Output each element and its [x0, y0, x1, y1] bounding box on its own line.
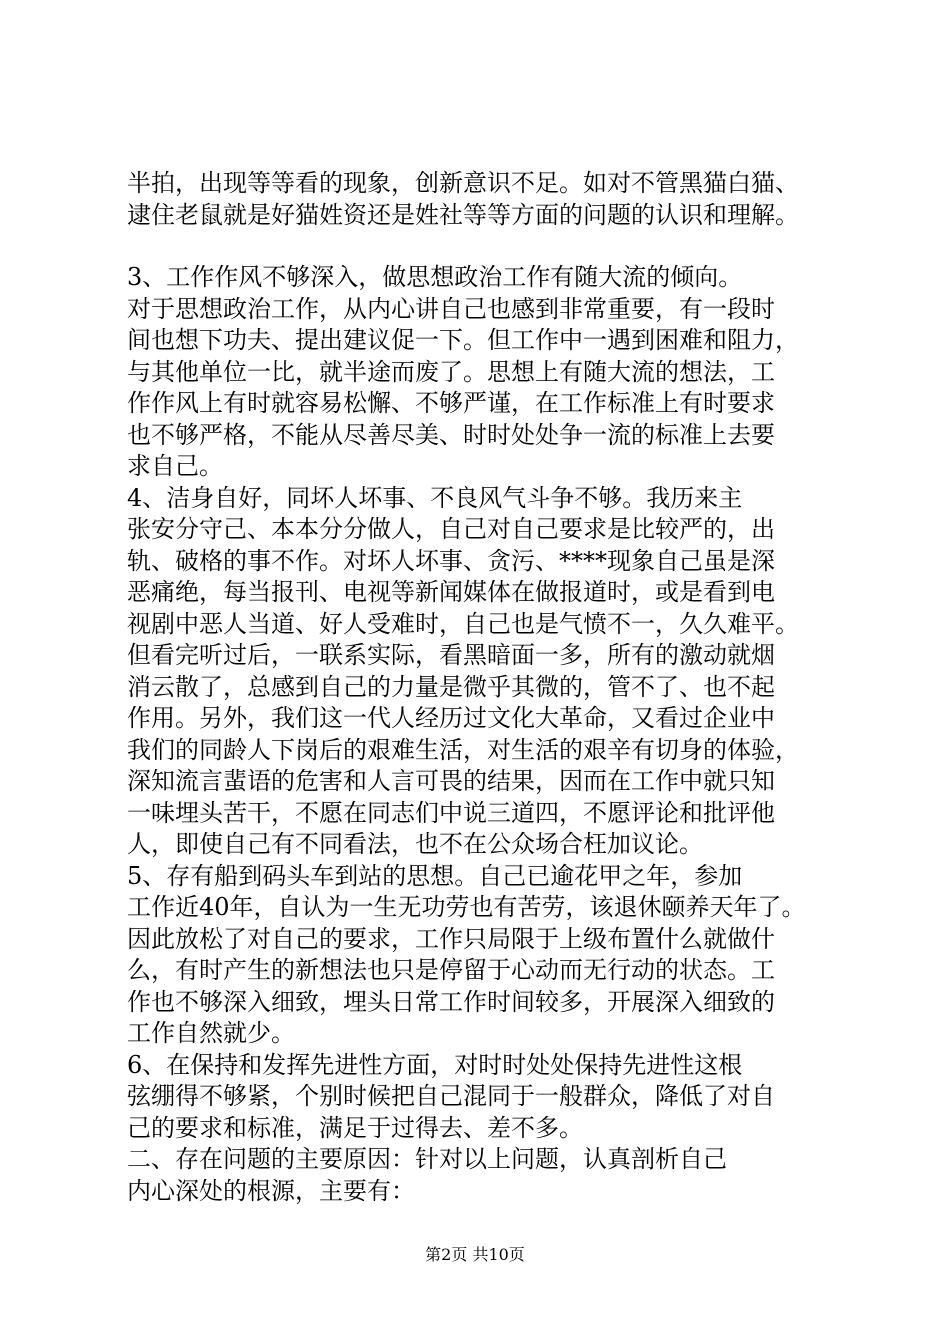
- paragraph-section-2: 二、存在问题的主要原因：针对以上问题，认真剖析自己 内心深处的根源，主要有：: [127, 1145, 727, 1205]
- body-text: [127, 262, 827, 1207]
- page-footer: [0, 1242, 950, 1265]
- paragraph-continuation: 半拍，出现等等看的现象，创新意识不足。如对不管黑猫白猫、 逮住老鼠就是好猫姓资还是姓社等等方面的问题的认识和理解。: [127, 169, 799, 229]
- page-number-label: 第2页 共10页: [425, 1245, 525, 1264]
- paragraph-item-3: 3、工作作风不够深入，做思想政治工作有随大流的倾向。 对于思想政治工作，从内心讲自己也感到非常重要，有一段时 间也想下功夫、提出建议促一下。但工作中一遇到困难和阻力， 与其他单位一比，就半途而废了。思想上有随大流的想法，工 作作风上有时就容易松懈、不够严谨，在工作标准上有时要求 也不够严格，不能从尽善尽美、时时处处争一流的标准上去要 求自己。: [127, 263, 799, 480]
- paragraph-item-4: 4、洁身自好，同坏人坏事、不良风气斗争不够。我历来主 张安分守己、本本分分做人，自己对自己要求是比较严的，出 轨、破格的事不作。对坏人坏事、贪污、****现象自己虽是深 恶痛绝，每当报刊、电视等新闻媒体在做报道时，或是看到电 视剧中恶人当道、好人受难时，自己也是气愤不一，久久难平。 但看完听过后，一联系实际，看黑暗面一多，所有的激动就烟 消云散了，总感到自己的力量是微乎其微的，管不了、也不起 作用。另外，我们这一代人经历过文化大革命，又看过企业中 我们的同龄人下岗后的艰难生活，对生活的艰辛有切身的体验， 深知流言蜚语的危害和人言可畏的结果，因而在工作中就只知 一味埋头苦干，不愿在同志们中说三道四，不愿评论和批评他 人，即使自己有不同看法，也不在公众场合枉加议论。: [127, 483, 799, 858]
- paragraph-item-5: 5、存有船到码头车到站的思想。自己已逾花甲之年，参加 工作近40年，自认为一生无功劳也有苦劳，该退休颐养天年了。 因此放松了对自己的要求，工作只局限于上级布置什么就做什 么，有时产生的新想法也只是停留于心动而无行动的状态。工 作也不够深入细致，埋头日常工作时间较多，开展深入细致的 工作自然就少。: [127, 861, 806, 1047]
- body-text: [127, 168, 827, 231]
- paragraph-item-6: 6、在保持和发挥先进性方面，对时时处处保持先进性这根 弦绷得不够紧，个别时候把自己混同于一般群众，降低了对自 己的要求和标准，满足于过得去、差不多。: [127, 1050, 775, 1142]
